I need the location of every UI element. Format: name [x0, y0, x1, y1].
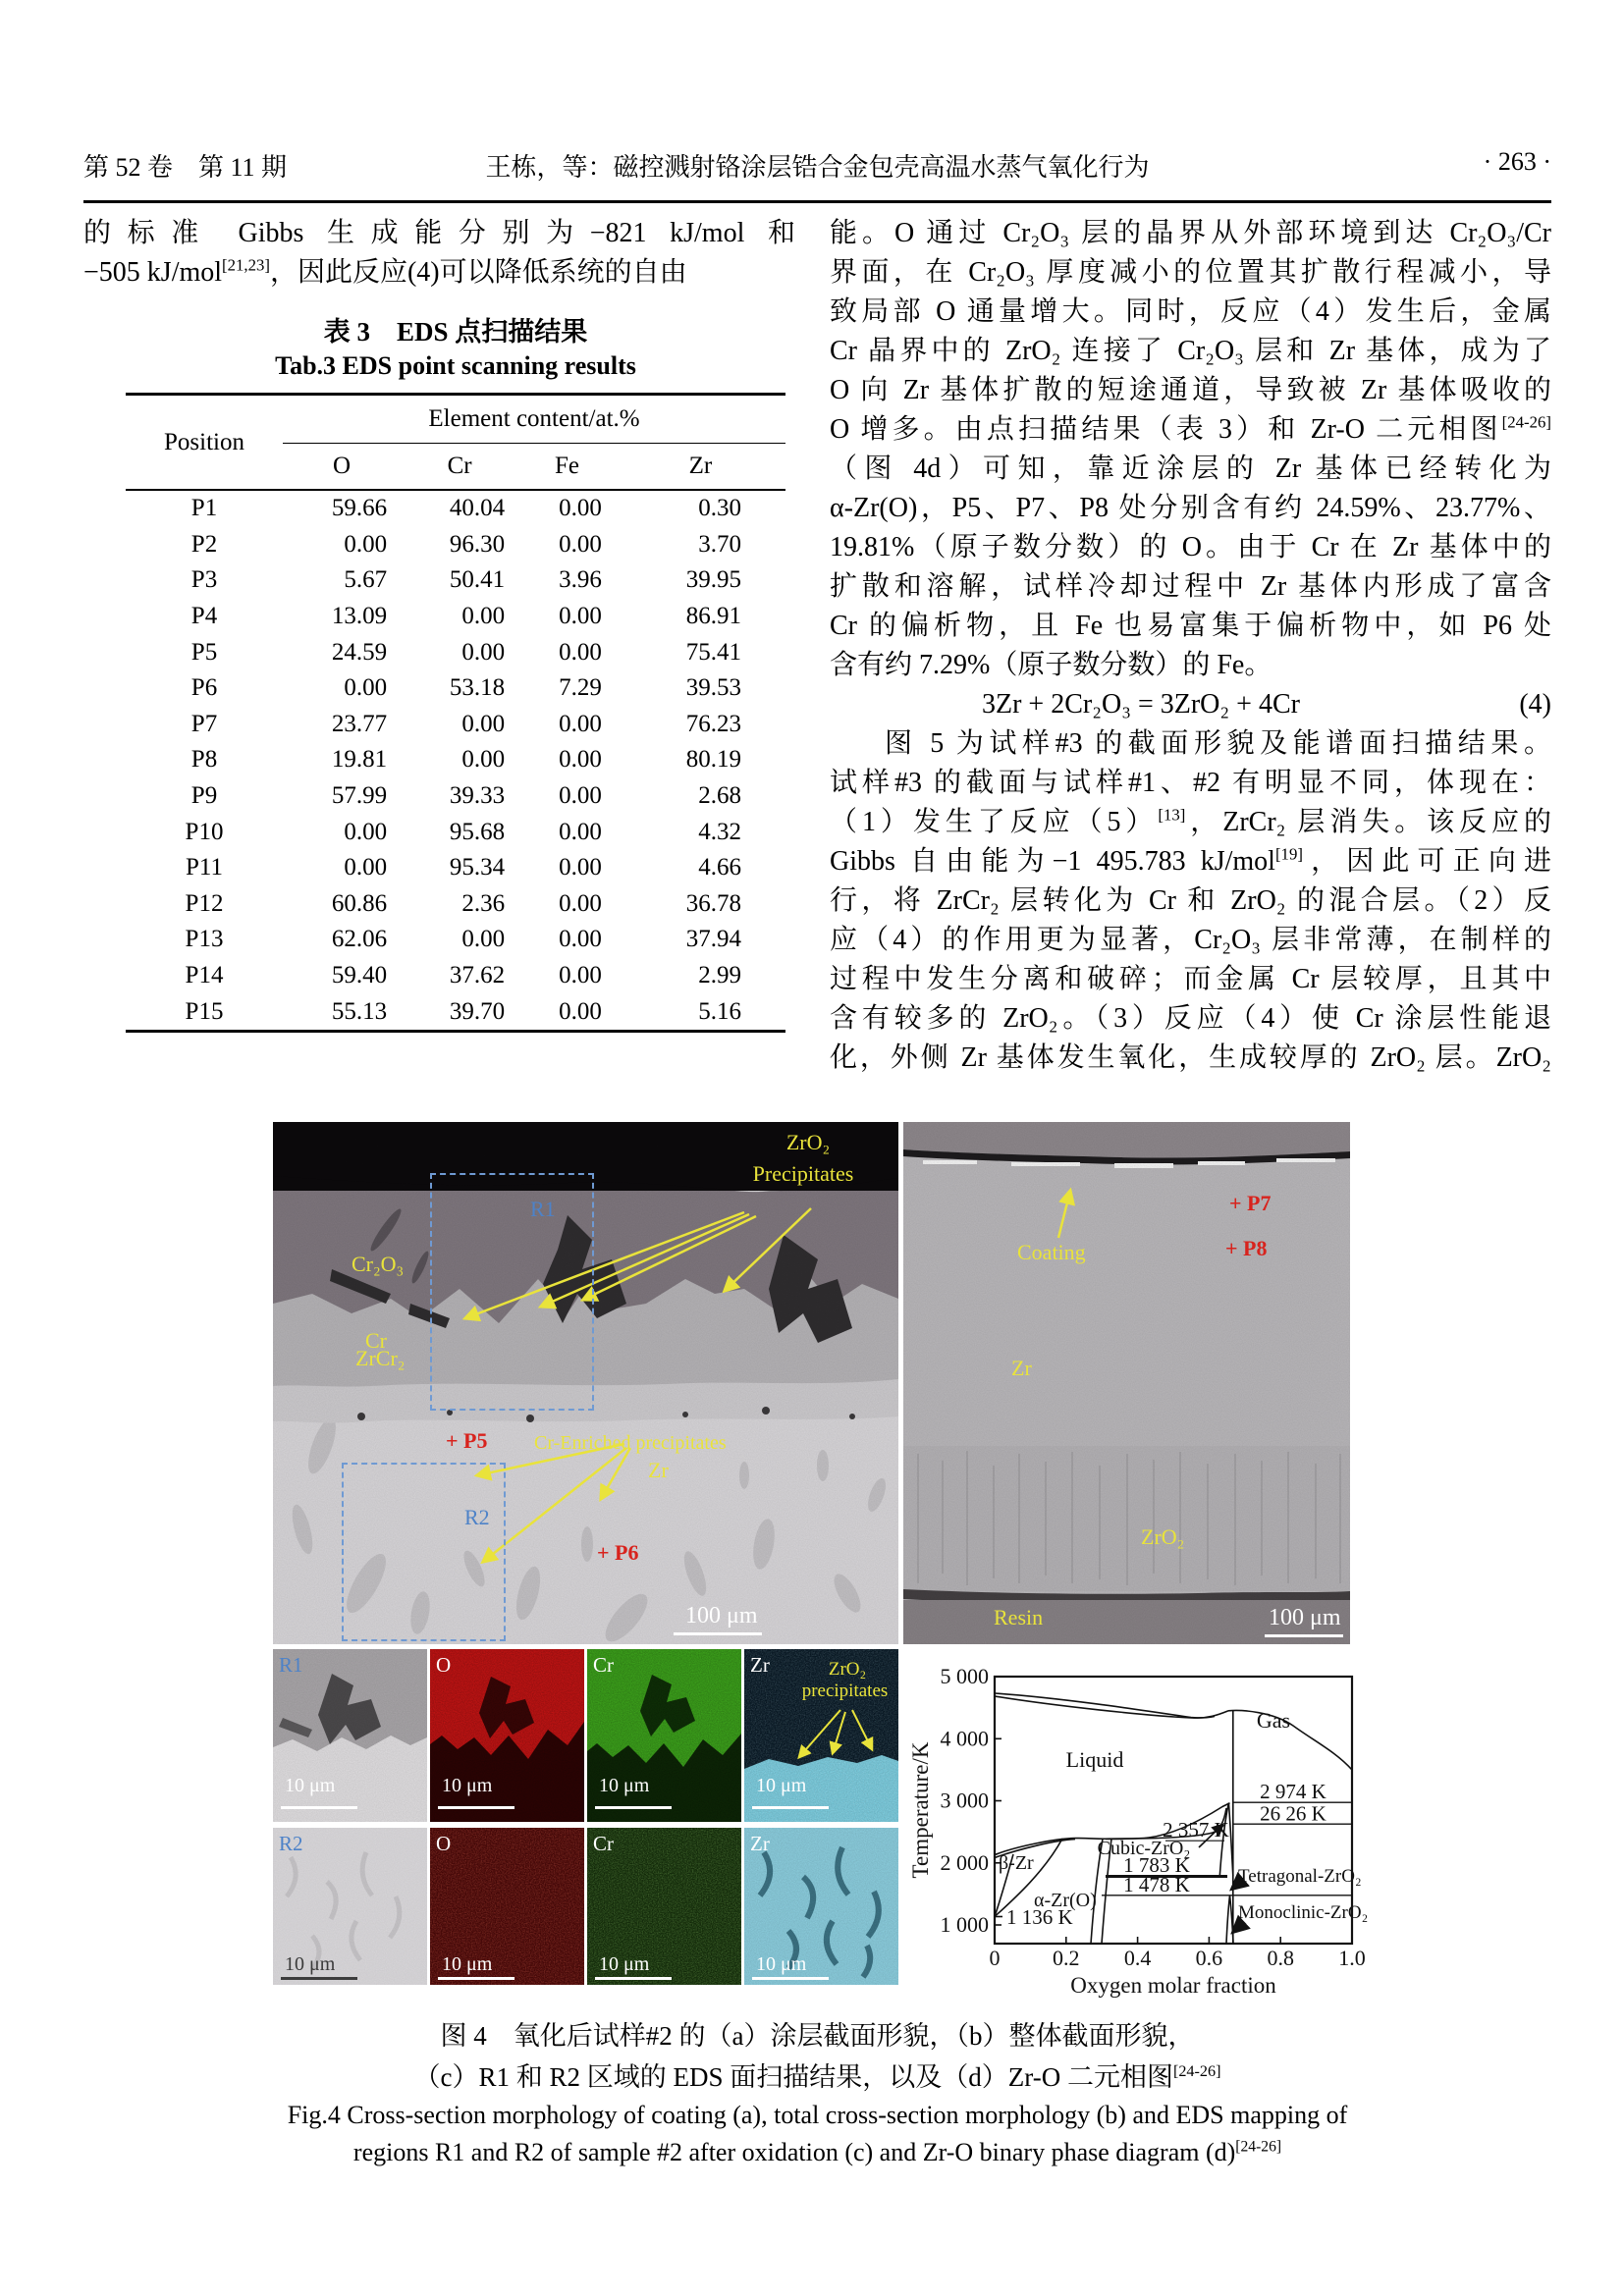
position-cell: P8 — [190, 746, 218, 774]
sem-panel-a-coating-cross-section — [273, 1122, 898, 1644]
text-line: 化，外侧 Zr 基体发生氧化，生成较厚的 ZrO₂ 层。ZrO₂ — [830, 1042, 1551, 1073]
figure-caption-en-1: Fig.4 Cross-section morphology of coating (a), total cross-section morphology (b) and EDS mapping of — [287, 2101, 1348, 2129]
value-cell: 0.00 — [344, 674, 388, 702]
pd-x-tick: 0.4 — [1123, 1946, 1152, 1970]
sem-b-texture — [903, 1122, 1350, 1644]
scalebar — [752, 1806, 829, 1809]
position-cell: P14 — [185, 962, 224, 989]
right-paragraph-2 — [830, 724, 1551, 1078]
text-line: Cr 的偏析物，且 Fe 也易富集于偏析物中，如 P6 处 — [830, 611, 1551, 641]
col-header-position: Position — [126, 395, 283, 491]
Zr-map-tag: Zr — [750, 1653, 770, 1677]
value-cell: 95.34 — [449, 854, 506, 881]
pd-region-cubic-zro2: Cubic-ZrO₂ — [1097, 1838, 1191, 1859]
figure-caption-en-2: regions R1 and R2 of sample #2 after oxidation (c) and Zr-O binary phase diagram (d)[24-26] — [352, 2138, 1282, 2166]
value-cell: 39.70 — [401, 993, 518, 1031]
value-cell: 0.00 — [559, 926, 602, 953]
text-line: Cr 晶界中的 ZrO₂ 连接了 Cr₂O₃ 层和 Zr 基体，成为了 — [830, 336, 1551, 366]
zro2-label: ZrO₂ — [785, 1130, 831, 1154]
left-column — [83, 214, 795, 1033]
table-row — [126, 634, 785, 670]
position-cell: P13 — [185, 926, 224, 953]
value-cell: 2.36 — [461, 889, 506, 917]
text-line: 扩散和溶解，试样冷却过程中 Zr 基体内形成了富含 — [830, 571, 1551, 602]
sem-panel-b-total-cross-section — [903, 1122, 1350, 1644]
eds-row-r1 — [273, 1649, 898, 1822]
value-cell: 5.16 — [616, 993, 785, 1031]
pd-y-tick: 1 000 — [940, 1912, 989, 1937]
zr-label-b: Zr — [1011, 1356, 1032, 1380]
left-paragraph — [83, 214, 795, 293]
table-row — [126, 958, 785, 994]
scalebar — [281, 1977, 357, 1980]
scalebar-label-a: 100 μm — [685, 1603, 758, 1629]
page-header — [83, 147, 1551, 190]
value-cell: 0.00 — [559, 889, 602, 917]
value-cell: 0.00 — [559, 854, 602, 881]
value-cell: 0.00 — [344, 530, 388, 558]
table-row — [126, 742, 785, 778]
table-row — [126, 599, 785, 635]
position-cell: P3 — [190, 566, 218, 594]
text-line: 19.81%（原子数分数）的 O。由于 Cr 在 Zr 基体中的 — [830, 532, 1551, 562]
value-cell: 0.00 — [344, 854, 388, 881]
equation-4 — [830, 685, 1551, 724]
value-cell: 55.13 — [283, 993, 401, 1031]
text-line: 能。O 通过 Cr₂O₃ 层的晶界从外部环境到达 Cr₂O₃/Cr — [830, 218, 1551, 248]
figure-caption-zh-1: 图 4 氧化后试样#2 的（a）涂层截面形貌，（b）整体截面形貌， — [440, 2021, 1195, 2051]
running-title: 王栋，等：磁控溅射铬涂层锆合金包壳高温水蒸气氧化行为 — [485, 153, 1150, 182]
position-cell: P10 — [185, 818, 224, 845]
zr-label-a: Zr — [648, 1458, 669, 1482]
scalebar-label: 10 μm — [599, 1775, 650, 1796]
table3-block — [126, 314, 785, 1033]
text-line: （图 4d）可知，靠近涂层的 Zr 基体已经转化为 — [830, 454, 1551, 484]
text-line: （1）发生了反应（5）[13]，ZrCr₂ 层消失。该反应的 — [830, 805, 1551, 837]
value-cell: 0.00 — [559, 530, 602, 558]
table-title-zh: 表 3 EDS 点扫描结果 — [323, 317, 588, 347]
scalebar — [438, 1977, 514, 1980]
O-map-tag: O — [436, 1653, 452, 1677]
value-cell: 59.66 — [331, 495, 388, 522]
pd-y-tick: 3 000 — [940, 1788, 989, 1813]
pd-y-tick: 5 000 — [940, 1664, 989, 1688]
value-cell: 0.00 — [559, 495, 602, 522]
col-group-header: Element content/at.% — [283, 395, 785, 444]
text-line: 含有约 7.29%（原子数分数）的 Fe。 — [830, 650, 1272, 680]
eds-r2-sem-panel — [273, 1828, 427, 1985]
scalebar-label: 10 μm — [756, 1775, 807, 1796]
scalebar — [595, 1977, 672, 1980]
value-cell: 39.53 — [685, 674, 741, 702]
text-line: 图 5 为试样#3 的截面形貌及能谱面扫描结果。 — [885, 728, 1551, 759]
value-cell: 0.00 — [461, 710, 506, 737]
zro2-precipitates-annotation-1: ZrO₂ — [828, 1659, 867, 1680]
eds-r1-Cr-map — [587, 1649, 741, 1822]
table-row — [126, 490, 785, 527]
value-cell: 3.70 — [698, 530, 741, 558]
header-rule — [83, 200, 1551, 203]
position-cell: P6 — [190, 674, 218, 702]
position-cell: P7 — [190, 710, 218, 737]
eds-r1-Zr-map — [744, 1649, 898, 1822]
position-cell: P1 — [190, 495, 218, 522]
p6-marker: + P6 — [597, 1540, 639, 1565]
position-cell: P9 — [190, 782, 218, 810]
pd-isotherm-1136: 1 136 K — [1006, 1905, 1073, 1929]
Cr-map-tag: Cr — [593, 1832, 614, 1855]
value-cell: 95.68 — [449, 818, 506, 845]
pd-isotherm-2626: 26 26 K — [1260, 1801, 1326, 1826]
value-cell: 23.77 — [331, 710, 388, 737]
zr-o-phase-diagram — [908, 1651, 1399, 2006]
scalebar-label-b: 100 μm — [1269, 1605, 1341, 1630]
position-cell: P2 — [190, 530, 218, 558]
value-cell: 3.96 — [559, 566, 602, 594]
pd-isotherm-1478: 1 478 K — [1123, 1873, 1190, 1896]
right-column — [830, 214, 1551, 1078]
pd-region-liquid: Liquid — [1065, 1747, 1124, 1772]
value-cell: 80.19 — [685, 746, 741, 774]
value-cell: 4.66 — [698, 854, 741, 881]
volume-issue: 第 52 卷 第 11 期 — [83, 153, 288, 182]
table-row — [126, 922, 785, 958]
value-cell: 0.00 — [461, 638, 506, 666]
pd-x-tick: 0.8 — [1267, 1946, 1294, 1970]
text-line: 界面，在 Cr₂O₃ 厚度减小的位置其扩散行程减小，导 — [830, 257, 1551, 288]
text-line: 应（4）的作用更为显著，Cr₂O₃ 层非常薄，在制样的 — [830, 925, 1551, 955]
value-cell: 60.86 — [331, 889, 388, 917]
value-cell: 0.00 — [559, 962, 602, 989]
value-cell: 37.94 — [685, 926, 741, 953]
text-line: −505 kJ/mol[21,23]，因此反应(4)可以降低系统的自由 — [83, 255, 687, 288]
value-cell: 0.00 — [559, 603, 602, 630]
scalebar-label: 10 μm — [285, 1775, 336, 1796]
value-cell: 57.99 — [331, 782, 388, 810]
table-row — [126, 707, 785, 743]
precipitates-label: Precipitates — [752, 1161, 854, 1186]
pd-region-alpha-zro: α-Zr(O) — [1034, 1890, 1097, 1911]
table-row — [126, 670, 785, 707]
table-row — [126, 886, 785, 923]
figure-caption-zh-2: （c）R1 和 R2 区域的 EDS 面扫描结果，以及（d）Zr-O 二元相图[24-26] — [413, 2062, 1221, 2092]
r1-map-tag: R1 — [279, 1653, 303, 1677]
pd-y-tick: 4 000 — [940, 1726, 989, 1751]
pd-ylabel: Temperature/K — [908, 1741, 933, 1879]
pd-isotherm-2974: 2 974 K — [1260, 1780, 1326, 1803]
pd-region-beta-zr: β-Zr — [999, 1852, 1034, 1874]
value-cell: 0.00 — [461, 926, 506, 953]
eds-r1-O-map — [430, 1649, 584, 1822]
r2-tag: R2 — [464, 1505, 490, 1529]
cr2o3-label: Cr₂O₃ — [352, 1252, 405, 1276]
position-cell: P15 — [126, 993, 283, 1031]
value-cell: 5.67 — [344, 566, 388, 594]
value-cell: 0.00 — [559, 782, 602, 810]
Zr-map-tag: Zr — [750, 1832, 770, 1855]
pd-x-tick: 0.6 — [1195, 1946, 1223, 1970]
text-line: 行，将 ZrCr₂ 层转化为 Cr 和 ZrO₂ 的混合层。（2）反 — [830, 885, 1551, 916]
value-cell: 37.62 — [449, 962, 506, 989]
value-cell: 0.30 — [698, 495, 741, 522]
scalebar-label: 10 μm — [442, 1953, 493, 1975]
table-body — [126, 490, 785, 1031]
value-cell: 13.09 — [331, 603, 388, 630]
r1-tag: R1 — [530, 1197, 556, 1221]
table-row — [126, 850, 785, 886]
scalebar — [595, 1806, 672, 1809]
value-cell: 2.99 — [698, 962, 741, 989]
table-row — [126, 527, 785, 563]
eds-r1-sem-panel — [273, 1649, 427, 1822]
pd-region-monoclinic-zro2: Monoclinic-ZrO₂ — [1238, 1902, 1369, 1923]
pd-isotherm-1783: 1 783 K — [1123, 1853, 1190, 1877]
value-cell: 86.91 — [685, 603, 741, 630]
value-cell: 75.41 — [685, 638, 741, 666]
text-line: 过程中发生分离和破碎；而金属 Cr 层较厚，且其中 — [830, 964, 1551, 994]
eds-r2-Zr-map — [744, 1828, 898, 1985]
coating-label: Coating — [1017, 1240, 1086, 1264]
col-header-Fe: Fe — [518, 444, 616, 491]
scalebar-a — [674, 1632, 762, 1635]
value-cell: 19.81 — [331, 746, 388, 774]
text-line: α-Zr(O)，P5、P7、P8 处分别含有约 24.59%、23.77%、 — [830, 493, 1551, 523]
table-row — [126, 814, 785, 850]
pd-x-tick: 0 — [989, 1946, 1001, 1970]
zro2-label-b: ZrO₂ — [1141, 1524, 1185, 1549]
scalebar-label: 10 μm — [285, 1953, 336, 1975]
scalebar — [281, 1806, 357, 1809]
pd-xlabel: Oxygen molar fraction — [1070, 1973, 1276, 1998]
table-row — [126, 778, 785, 815]
p8-marker: + P8 — [1225, 1236, 1268, 1260]
position-cell: P5 — [190, 638, 218, 666]
value-cell: 59.40 — [331, 962, 388, 989]
eds-row-r2 — [273, 1828, 898, 1985]
pd-x-tick: 0.2 — [1053, 1946, 1080, 1970]
text-line: O 增多。由点扫描结果（表 3）和 Zr-O 二元相图[24-26] — [830, 412, 1551, 445]
zrcr2-label: ZrCr₂ — [355, 1346, 406, 1370]
value-cell: 40.04 — [449, 495, 506, 522]
text-line: 的标准 Gibbs 生成能分别为−821 kJ/mol 和 — [83, 218, 795, 248]
text-line: 含有较多的 ZrO₂。（3）反应（4）使 Cr 涂层性能退 — [830, 1003, 1551, 1034]
value-cell: 39.95 — [685, 566, 741, 594]
value-cell: 96.30 — [449, 530, 506, 558]
table-row — [126, 562, 785, 599]
pd-region-tetragonal-zro2: Tetragonal-ZrO₂ — [1238, 1866, 1362, 1887]
value-cell: 0.00 — [559, 818, 602, 845]
value-cell: 0.00 — [344, 818, 388, 845]
value-cell: 53.18 — [449, 674, 506, 702]
value-cell: 7.29 — [559, 674, 602, 702]
scalebar — [752, 1977, 829, 1980]
value-cell: 50.41 — [449, 566, 506, 594]
region-r2-box — [342, 1463, 506, 1641]
value-cell: 2.68 — [698, 782, 741, 810]
cr-label: Cr — [365, 1328, 387, 1353]
r2-map-tag: R2 — [279, 1832, 303, 1855]
O-map-tag: O — [436, 1832, 452, 1855]
pd-y-tick: 2 000 — [940, 1849, 989, 1875]
position-cell: P4 — [190, 603, 218, 630]
table-title-en: Tab.3 EDS point scanning results — [275, 351, 636, 380]
position-cell: P12 — [185, 889, 224, 917]
eds-r2-Cr-map — [587, 1828, 741, 1985]
phase-diagram-svg — [908, 1651, 1399, 2006]
value-cell: 0.00 — [559, 746, 602, 774]
region-r1-box — [430, 1173, 594, 1411]
page-number: · 263 · — [1483, 147, 1551, 176]
scalebar-label: 10 μm — [442, 1775, 493, 1796]
p5-marker: + P5 — [446, 1428, 488, 1453]
value-cell: 0.00 — [461, 746, 506, 774]
table-row — [126, 993, 785, 1031]
text-line: 试样#3 的截面与试样#1、#2 有明显不同，体现在： — [830, 768, 1551, 798]
value-cell: 36.78 — [685, 889, 741, 917]
cr-enriched-label: Cr-Enriched precipitates — [534, 1432, 727, 1454]
value-cell: 24.59 — [331, 638, 388, 666]
scalebar — [438, 1806, 514, 1809]
text-line: 致局部 O 通量增大。同时，反应（4）发生后，金属 — [830, 296, 1551, 327]
value-cell: 0.00 — [559, 710, 602, 737]
scalebar-b — [1265, 1634, 1343, 1637]
col-header-Cr: Cr — [401, 444, 518, 491]
value-cell: 62.06 — [331, 926, 388, 953]
eds-r2-O-map — [430, 1828, 584, 1985]
value-cell: 0.00 — [559, 638, 602, 666]
value-cell: 4.32 — [698, 818, 741, 845]
scalebar-label: 10 μm — [756, 1953, 807, 1975]
right-paragraph-1 — [830, 214, 1551, 685]
equation-formula: 3Zr + 2Cr₂O₃ = 3ZrO₂ + 4Cr — [982, 689, 1300, 720]
position-cell: P11 — [186, 854, 223, 881]
scalebar-label: 10 μm — [599, 1953, 650, 1975]
eds-point-table — [126, 393, 785, 1033]
value-cell: 76.23 — [685, 710, 741, 737]
equation-number: (4) — [1519, 689, 1551, 720]
pd-isotherm-2357: 2 357 K — [1163, 1818, 1229, 1842]
col-header-Zr: Zr — [616, 444, 785, 491]
value-cell: 39.33 — [449, 782, 506, 810]
text-line: O 向 Zr 基体扩散的短途通道，导致被 Zr 基体吸收的 — [830, 375, 1551, 405]
value-cell: 0.00 — [461, 603, 506, 630]
Cr-map-tag: Cr — [593, 1653, 614, 1677]
pd-x-tick: 1.0 — [1338, 1946, 1366, 1970]
p7-marker: + P7 — [1229, 1191, 1272, 1215]
pd-region-gas: Gas — [1256, 1708, 1291, 1733]
resin-label: Resin — [994, 1605, 1044, 1629]
zro2-precipitates-annotation-2: precipitates — [801, 1681, 889, 1701]
col-header-O: O — [283, 444, 401, 491]
value-cell: 0.00 — [518, 993, 616, 1031]
text-line: Gibbs 自由能为−1 495.783 kJ/mol[19]，因此可正向进 — [830, 844, 1551, 877]
